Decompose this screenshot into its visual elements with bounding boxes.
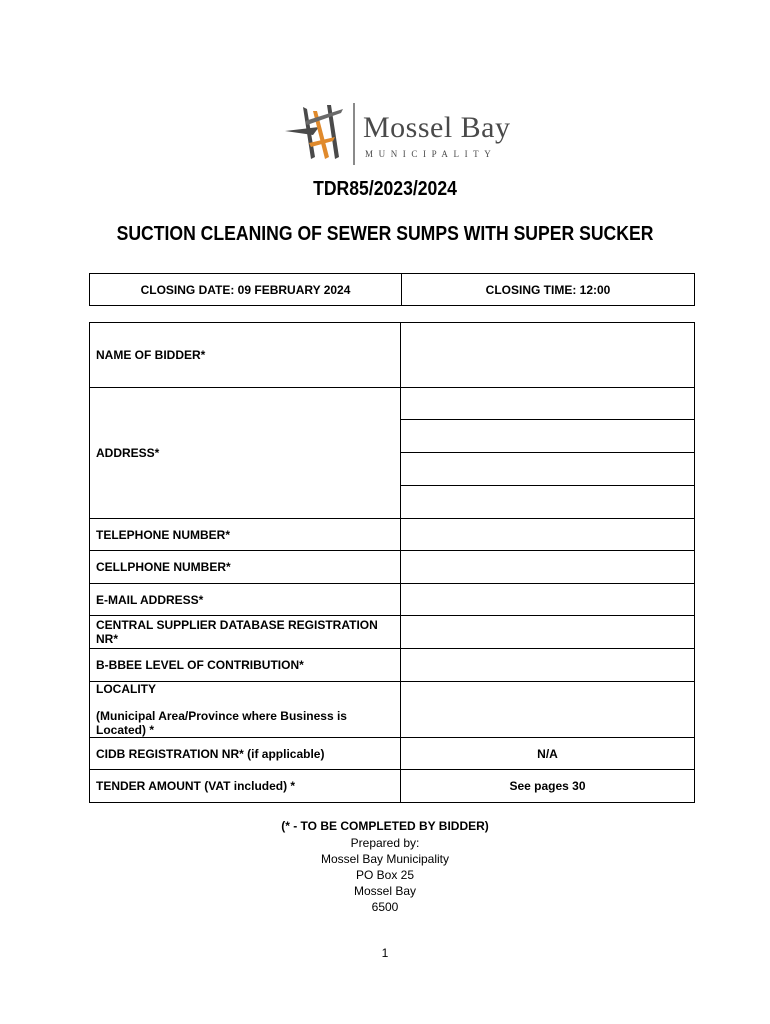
tender-amount-value: See pages 30: [401, 770, 695, 803]
closing-time: CLOSING TIME: 12:00: [485, 282, 611, 297]
postal-code: 6500: [371, 900, 399, 914]
locality-sublabel: (Municipal Area/Province where Business is Located) *: [96, 709, 347, 737]
locality-label: LOCALITY: [96, 682, 156, 696]
closing-info-table: [89, 273, 695, 306]
cellphone-label: CELLPHONE NUMBER*: [90, 551, 401, 584]
locality-cell: [90, 682, 401, 738]
page-number: 1: [381, 946, 389, 960]
document-title: SUCTION CLEANING OF SEWER SUMPS WITH SUPER SUCKER: [116, 223, 654, 245]
municipality-logo: [283, 97, 511, 177]
logo-name: Mossel Bay: [363, 111, 511, 144]
telephone-field[interactable]: [401, 519, 695, 551]
town: Mossel Bay: [353, 884, 417, 898]
bbbee-level-label: B-BBEE LEVEL OF CONTRIBUTION*: [90, 649, 401, 682]
po-box: PO Box 25: [355, 868, 415, 882]
logo-mark-icon: [283, 97, 349, 177]
tender-amount-label: TENDER AMOUNT (VAT included) *: [90, 770, 401, 803]
logo-divider: [353, 103, 355, 165]
tender-number: TDR85/2023/2024: [313, 178, 457, 200]
csd-registration-field[interactable]: [401, 616, 695, 649]
closing-date: CLOSING DATE: 09 FEBRUARY 2024: [90, 274, 402, 305]
address-label: ADDRESS*: [90, 388, 401, 519]
address-line-4-field[interactable]: [401, 486, 695, 519]
email-field[interactable]: [401, 584, 695, 616]
bbbee-level-field[interactable]: [401, 649, 695, 682]
prepared-by: Prepared by:: [350, 836, 420, 850]
address-line-1-field[interactable]: [401, 388, 695, 420]
completion-note: (* - TO BE COMPLETED BY BIDDER): [281, 819, 489, 833]
prepared-by-org: Mossel Bay Municipality: [320, 852, 450, 866]
cidb-registration-value: N/A: [401, 738, 695, 770]
telephone-label: TELEPHONE NUMBER*: [90, 519, 401, 551]
locality-field[interactable]: [401, 682, 695, 738]
address-line-2-field[interactable]: [401, 420, 695, 453]
email-label: E-MAIL ADDRESS*: [90, 584, 401, 616]
bidder-details-table: [89, 322, 695, 803]
name-of-bidder-field[interactable]: [401, 323, 695, 388]
name-of-bidder-label: NAME OF BIDDER*: [90, 323, 401, 388]
csd-registration-label: CENTRAL SUPPLIER DATABASE REGISTRATION NR*: [90, 616, 401, 649]
cellphone-field[interactable]: [401, 551, 695, 584]
logo-subtitle: MUNICIPALITY: [365, 149, 497, 159]
address-line-3-field[interactable]: [401, 453, 695, 486]
cidb-registration-label: CIDB REGISTRATION NR* (if applicable): [90, 738, 401, 770]
